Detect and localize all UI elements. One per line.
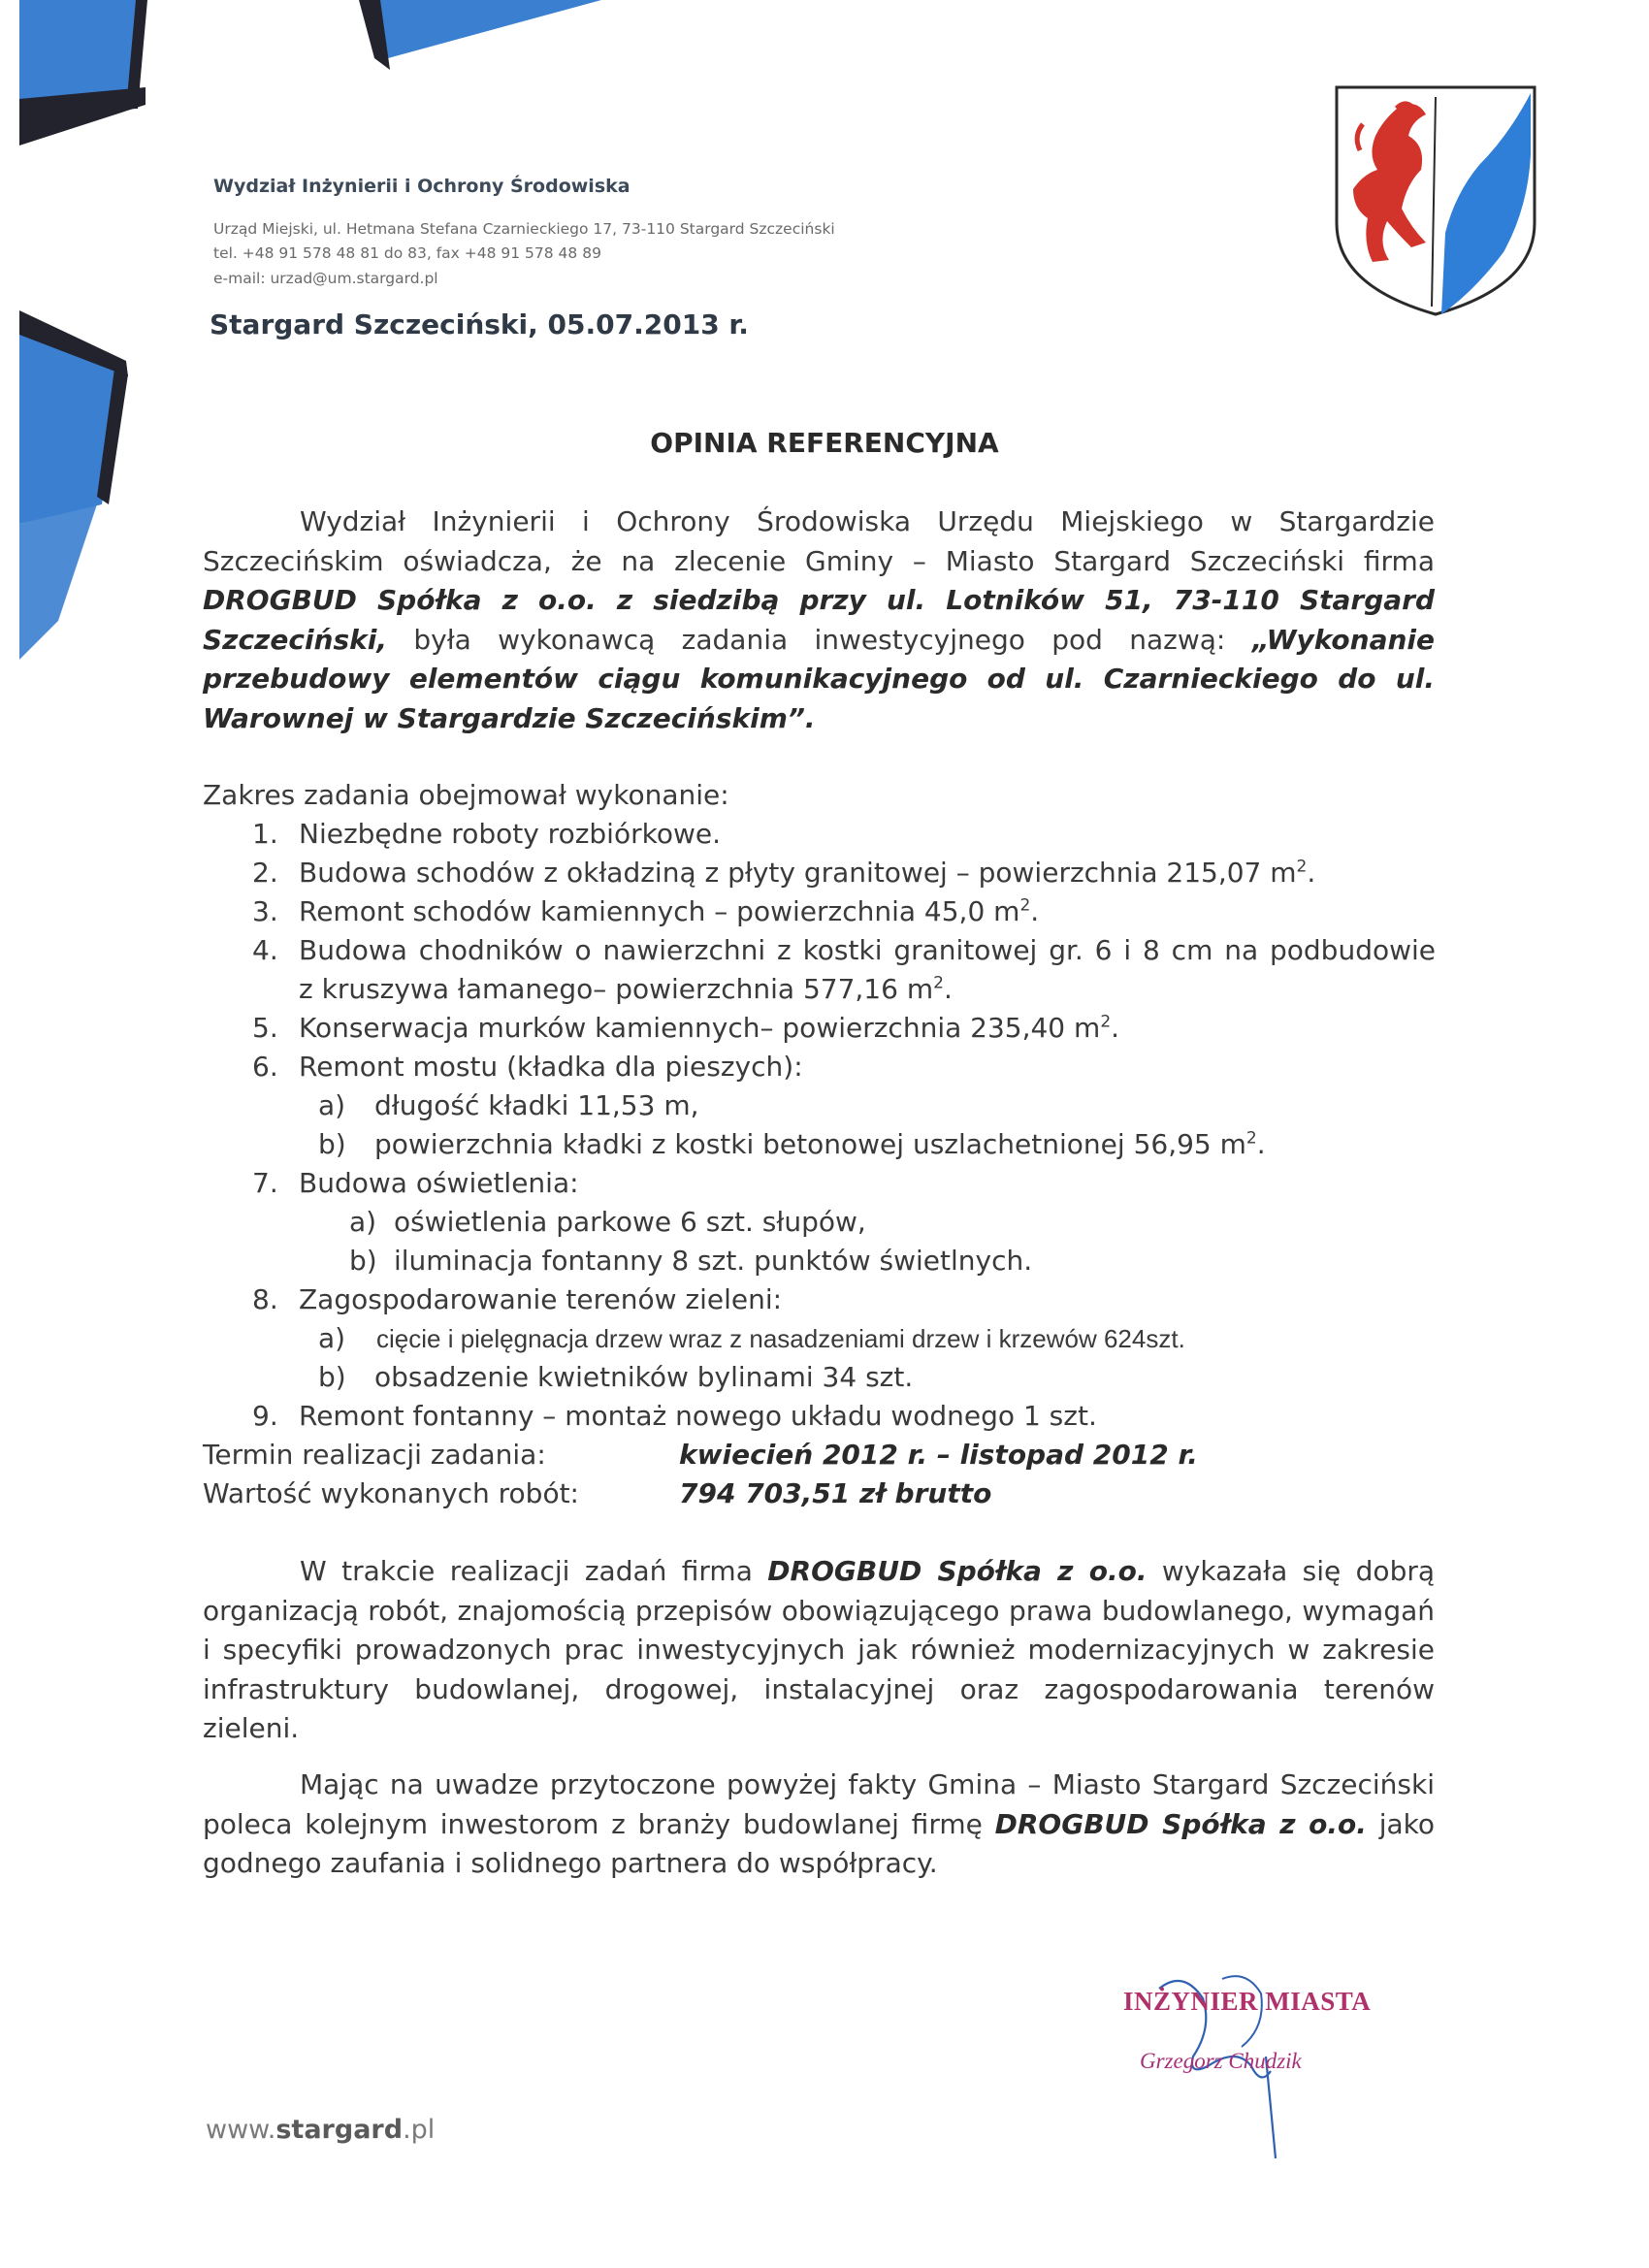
assessment-paragraph: [203, 1552, 1435, 1749]
stamp-title: INŻYNIER MIASTA: [1123, 1987, 1372, 2016]
list-number: 4.: [252, 934, 278, 966]
sublist-letter: a): [318, 1322, 346, 1354]
list-item: [299, 854, 1315, 892]
superscript: 2: [1019, 895, 1031, 916]
sublist-item: obsadzenie kwietników bylinami 34 szt.: [374, 1361, 914, 1393]
intro-text: Wydział Inżynierii i Ochrony Środowiska Urzędu Miejskiego w Stargardzie Szczecińskim oświadcza, że na zlecenie Gminy – Miasto Stargard Szczeciński firma: [203, 505, 1435, 577]
list-item: [299, 1009, 1119, 1048]
sublist-letter: b): [349, 1245, 377, 1277]
sublist-letter: b): [318, 1128, 346, 1160]
item-end: .: [1030, 895, 1040, 927]
item-text: z kruszywa łamanego– powierzchnia 577,16 m: [299, 973, 934, 1005]
item-end: .: [1307, 857, 1316, 889]
phone-line: tel. +48 91 578 48 81 do 83, fax +48 91 578 48 89: [213, 244, 601, 262]
item-text: Budowa schodów z okładziną z płyty granitowej – powierzchnia 215,07 m: [299, 857, 1297, 889]
superscript: 2: [933, 973, 944, 993]
superscript: 2: [1245, 1128, 1257, 1149]
item-text: Konserwacja murków kamiennych– powierzchnia 235,40 m: [299, 1012, 1101, 1044]
sublist-item: oświetlenia parkowe 6 szt. słupów,: [394, 1206, 866, 1238]
worth-value: 794 703,51 zł brutto: [679, 1477, 992, 1509]
sublist-item: [374, 1125, 1266, 1164]
list-number: 9.: [252, 1400, 278, 1432]
superscript: 2: [1296, 857, 1308, 877]
para-text-2: jako godnego zaufania i solidnego partnera do współpracy.: [203, 1807, 1435, 1879]
sublist-item: cięcie i pielęgnacja drzew wraz z nasadzeniami drzew i krzewów 624szt.: [376, 1324, 1185, 1353]
item-end: .: [943, 973, 953, 1005]
para-text: Mając na uwadze przytoczone powyżej fakty Gmina – Miasto Stargard Szczeciński poleca kolejnym inwestorom z branży budowlanej firmę: [203, 1768, 1435, 1840]
letter-date: Stargard Szczeciński, 05.07.2013 r.: [210, 308, 749, 340]
sublist-letter: a): [318, 1089, 346, 1121]
sublist-letter: b): [318, 1361, 346, 1393]
footer-www: www.: [206, 2115, 276, 2145]
list-item-continued: [299, 970, 953, 1009]
company-name: DROGBUD Spółka z o.o.: [767, 1555, 1148, 1587]
intro-text-2: była wykonawcą zadania inwestycyjnego pod nazwą:: [413, 623, 1226, 656]
list-number: 8.: [252, 1283, 278, 1315]
item-text: Remont schodów kamiennych – powierzchnia 45,0 m: [299, 895, 1020, 927]
worth-label: Wartość wykonanych robót:: [203, 1477, 579, 1509]
address-line: Urząd Miejski, ul. Hetmana Stefana Czarnieckiego 17, 73-110 Stargard Szczeciński: [213, 220, 835, 238]
para-text: W trakcie realizacji zadań firma: [300, 1555, 753, 1587]
stamp-name: Grzegorz Chudzik: [1140, 2049, 1302, 2073]
document-title: OPINIA REFERENCYJNA: [650, 427, 999, 459]
item-text: powierzchnia kładki z kostki betonowej uszlachetnionej 56,95 m: [374, 1128, 1246, 1160]
recommendation-paragraph: [203, 1766, 1435, 1884]
footer-website[interactable]: [206, 2115, 435, 2145]
intro-paragraph: [203, 502, 1435, 738]
department-name: Wydział Inżynierii i Ochrony Środowiska: [213, 176, 630, 197]
para-text-2: wykazała się dobrą organizacją robót, znajomością przepisów obowiązującego prawa budowlanego, wymagań i specyfiki prowadzonych prac inwestycyjnych jak również modernizacyjnych w zakresie infrastruktury budowlanej, drogowej, instalacyjnej oraz zagospodarowania terenów zieleni.: [203, 1555, 1436, 1744]
list-number: 7.: [252, 1167, 278, 1199]
coat-of-arms-icon: [1337, 87, 1535, 314]
list-item: Zagospodarowanie terenów zieleni:: [299, 1283, 783, 1315]
list-item: [299, 892, 1039, 931]
project-name: „Wykonanie przebudowy elementów ciągu komunikacyjnego od ul. Czarnieckiego do ul. Warownej w Stargardzie Szczecińskim”.: [203, 623, 1435, 734]
sublist-item: iluminacja fontanny 8 szt. punktów świetlnych.: [394, 1245, 1033, 1277]
term-value: kwiecień 2012 r. – listopad 2012 r.: [679, 1439, 1198, 1471]
list-number: 1.: [252, 818, 278, 850]
list-item: Remont fontanny – montaż nowego układu wodnego 1 szt.: [299, 1400, 1097, 1432]
list-item: Budowa oświetlenia:: [299, 1167, 579, 1199]
company-name: DROGBUD Spółka z o.o.: [994, 1807, 1367, 1840]
company-address: DROGBUD Spółka z o.o. z siedzibą przy ul. Lotników 51, 73-110 Stargard Szczeciński,: [203, 584, 1435, 656]
sublist-letter: a): [349, 1206, 377, 1238]
scope-heading: Zakres zadania obejmował wykonanie:: [203, 779, 729, 811]
item-end: .: [1256, 1128, 1266, 1160]
list-item: Budowa chodników o nawierzchni z kostki granitowej gr. 6 i 8 cm na podbudowie: [299, 934, 1436, 966]
sublist-item: długość kładki 11,53 m,: [374, 1089, 699, 1121]
footer-domain: stargard: [275, 2115, 404, 2145]
list-number: 5.: [252, 1012, 278, 1044]
list-number: 3.: [252, 895, 278, 927]
term-label: Termin realizacji zadania:: [203, 1439, 546, 1471]
list-number: 6.: [252, 1051, 278, 1083]
superscript: 2: [1100, 1012, 1112, 1032]
list-number: 2.: [252, 857, 278, 889]
item-end: .: [1111, 1012, 1120, 1044]
footer-tld: .pl: [403, 2115, 436, 2145]
email-line: e-mail: urzad@um.stargard.pl: [213, 270, 438, 287]
list-item: Remont mostu (kładka dla pieszych):: [299, 1051, 803, 1083]
list-item: Niezbędne roboty rozbiórkowe.: [299, 818, 721, 850]
